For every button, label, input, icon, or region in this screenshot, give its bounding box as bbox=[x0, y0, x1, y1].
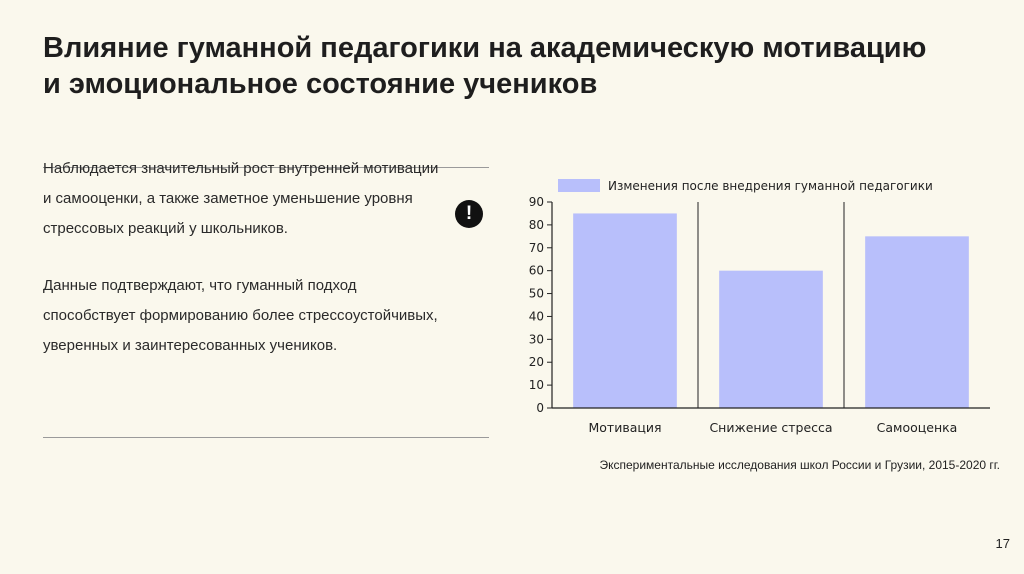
y-tick-label: 60 bbox=[528, 263, 544, 278]
source-note: Экспериментальные исследования школ России и Грузии, 2015-2020 гг. bbox=[599, 458, 1000, 472]
y-tick-label: 50 bbox=[528, 286, 544, 301]
y-tick-label: 10 bbox=[528, 378, 544, 393]
paragraph-1: Наблюдается значительный рост внутренней мотивации и самооценки, а также заметное уменьшение уровня стрессовых реакций у школьников. bbox=[43, 160, 439, 237]
bar bbox=[573, 213, 677, 408]
y-tick-label: 40 bbox=[528, 309, 544, 324]
legend-swatch bbox=[558, 179, 600, 192]
y-tick-label: 70 bbox=[528, 240, 544, 255]
y-tick-label: 0 bbox=[536, 401, 544, 415]
bar bbox=[719, 271, 823, 408]
bar-chart bbox=[510, 170, 1000, 445]
body-text bbox=[43, 154, 443, 388]
legend-label: Изменения после внедрения гуманной педагогики bbox=[608, 179, 933, 193]
page-number: 17 bbox=[995, 536, 1010, 551]
x-tick-label: Мотивация bbox=[588, 420, 662, 435]
y-tick-label: 20 bbox=[528, 355, 544, 370]
slide-title: Влияние гуманной педагогики на академическую мотивацию и эмоциональное состояние учеников bbox=[43, 32, 927, 100]
bottom-divider bbox=[43, 437, 489, 438]
paragraph-2: Данные подтверждают, что гуманный подход способствует формированию более стрессоустойчивых, уверенных и заинтересованных учеников. bbox=[43, 277, 438, 354]
y-tick-label: 30 bbox=[528, 332, 544, 347]
x-tick-label: Снижение стресса bbox=[709, 420, 833, 435]
y-tick-label: 90 bbox=[528, 195, 544, 209]
exclamation-icon: ! bbox=[455, 200, 483, 228]
x-tick-label: Самооценка bbox=[876, 420, 958, 435]
y-tick-label: 80 bbox=[528, 217, 544, 232]
bar bbox=[865, 236, 969, 408]
